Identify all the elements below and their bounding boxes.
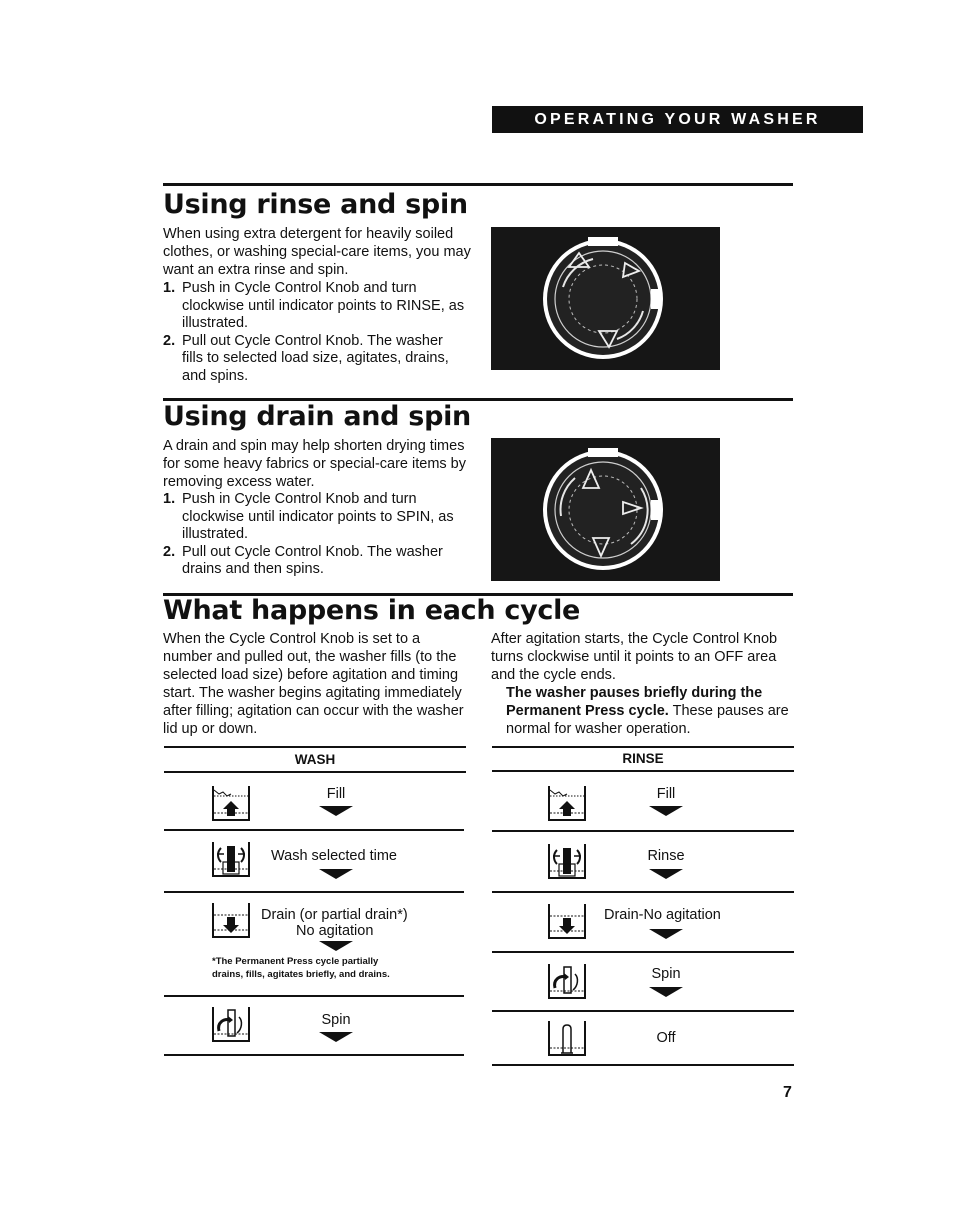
wash-step-fill: Fill <box>326 786 346 802</box>
table-top-rule <box>492 746 794 748</box>
fill-icon <box>547 784 587 824</box>
table-top-rule <box>164 746 466 748</box>
step-number: 2. <box>163 543 176 560</box>
down-arrow-icon <box>649 987 683 997</box>
footnote-line: *The Permanent Press cycle partially <box>212 956 379 967</box>
rinse-spin-steps <box>163 280 465 385</box>
rinse-step-drain: Drain-No agitation <box>604 907 721 923</box>
wash-table-header: WASH <box>294 752 336 767</box>
section-banner: OPERATING YOUR WASHER <box>492 106 863 133</box>
table-bottom-rule <box>492 1064 794 1066</box>
rinse-spin-title: Using rinse and spin <box>163 189 468 220</box>
section-rule <box>163 183 793 186</box>
down-arrow-icon <box>649 869 683 879</box>
knob-rinse-illustration <box>491 227 720 370</box>
table-header-rule <box>492 770 794 772</box>
table-row-rule <box>492 1010 794 1012</box>
table-row-rule <box>164 829 464 831</box>
wash-step-drain: Drain (or partial drain*) <box>261 907 408 923</box>
step-number: 1. <box>163 491 176 507</box>
down-arrow-icon <box>649 806 683 816</box>
down-arrow-icon <box>649 929 683 939</box>
step-text: Pull out Cycle Control Knob. The washer fills to selected load size, agitates, drains, and spins. <box>182 332 449 384</box>
rinse-step-off: Off <box>656 1030 676 1046</box>
wash-step-agitate: Wash selected time <box>271 848 397 864</box>
pause-note-bold: The washer pauses briefly during the Permanent Press cycle. <box>506 685 763 719</box>
step-text: Pull out Cycle Control Knob. The washer drains and then spins. <box>182 543 443 577</box>
rinse-step-spin: Spin <box>651 966 681 982</box>
cycle-right-text <box>491 630 797 738</box>
table-row-rule <box>492 891 794 893</box>
table-row-rule <box>164 995 464 997</box>
cycle-title: What happens in each cycle <box>163 595 581 626</box>
agitate-icon <box>547 842 587 882</box>
cycle-right-note <box>491 684 797 738</box>
step-item <box>163 280 465 333</box>
cycle-right-intro: After agitation starts, the Cycle Control Knob turns clockwise until it points to an OFF area and the cycle ends. <box>491 631 778 683</box>
pause-note-tail: These pauses are normal for washer operation. <box>506 703 789 737</box>
drain-spin-intro: A drain and spin may help shorten drying times for some heavy fabrics or special-care items by removing excess water. <box>163 438 466 490</box>
page-number: 7 <box>783 1084 792 1101</box>
table-header-rule <box>164 771 466 773</box>
agitate-icon <box>211 840 251 880</box>
step-number: 2. <box>163 332 176 349</box>
rinse-step-fill: Fill <box>656 786 676 802</box>
off-icon <box>547 1019 587 1059</box>
step-item <box>163 491 465 544</box>
step-item <box>163 544 465 579</box>
footnote <box>212 955 390 981</box>
step-number: 1. <box>163 280 176 296</box>
fill-icon <box>211 784 251 824</box>
down-arrow-icon <box>319 941 353 951</box>
drain-spin-steps <box>163 491 465 579</box>
drain-icon <box>211 901 251 941</box>
step-item <box>163 333 465 386</box>
rinse-table-header: RINSE <box>622 751 664 766</box>
rinse-spin-intro: When using extra detergent for heavily soiled clothes, or washing special-care items, you may want an extra rinse and spin. <box>163 226 471 278</box>
rinse-step-rinse: Rinse <box>647 848 685 864</box>
table-row-rule <box>492 830 794 832</box>
wash-step-drain-note: No agitation <box>296 923 374 939</box>
drain-icon <box>547 902 587 942</box>
down-arrow-icon <box>319 806 353 816</box>
table-row-rule <box>164 891 464 893</box>
down-arrow-icon <box>319 1032 353 1042</box>
step-text: Push in Cycle Control Knob and turn clockwise until indicator points to SPIN, as illustrated. <box>182 491 454 542</box>
table-row-rule <box>492 951 794 953</box>
spin-icon <box>547 962 587 1002</box>
footnote-line: drains, fills, agitates briefly, and drains. <box>212 969 390 980</box>
table-bottom-rule <box>164 1054 464 1056</box>
down-arrow-icon <box>319 869 353 879</box>
step-text: Push in Cycle Control Knob and turn clockwise until indicator points to RINSE, as illustrated. <box>182 280 465 331</box>
cycle-left-text: When the Cycle Control Knob is set to a number and pulled out, the washer fills (to the selected load size) before agitation and timing start. The washer begins agitating immediately after filling; agitation can occur with the washer lid up or down. <box>163 631 464 737</box>
wash-step-spin: Spin <box>321 1012 351 1028</box>
knob-spin-illustration <box>491 438 720 581</box>
spin-icon <box>211 1005 251 1045</box>
drain-spin-title: Using drain and spin <box>163 401 471 432</box>
